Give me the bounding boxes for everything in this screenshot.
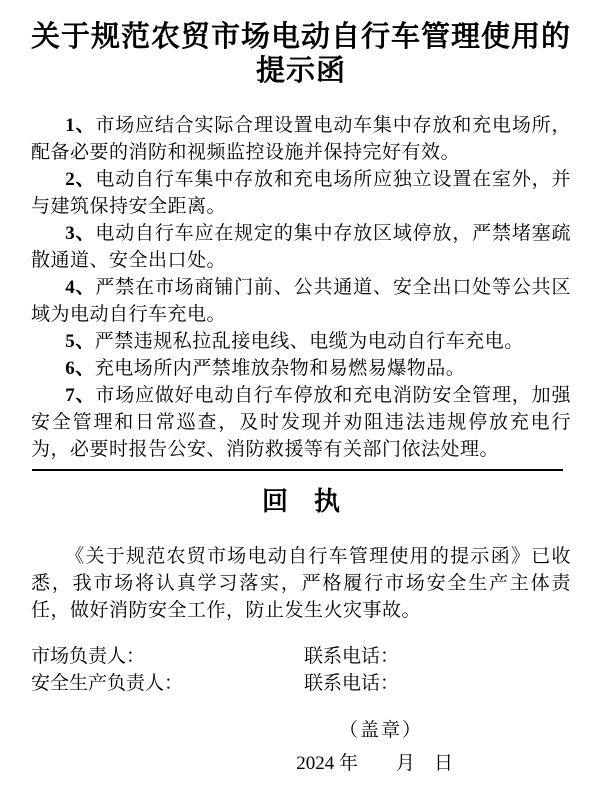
notice-item-2	[31, 166, 571, 220]
notice-item-4-text: 严禁在市场商铺门前、公共通道、安全出口处等公共区域为电动自行车充电。	[31, 277, 571, 325]
notice-item-3-text: 电动自行车应在规定的集中存放区域停放，严禁堵塞疏散通道、安全出口处。	[31, 223, 571, 271]
notice-item-5	[31, 328, 571, 355]
signature-row-safety-manager	[31, 670, 571, 697]
document-title	[31, 20, 571, 88]
notice-item-7	[31, 382, 571, 463]
receipt-paragraph: 《关于规范农贸市场电动自行车管理使用的提示函》已收悉，我市场将认真学习落实，严格履行市场安全生产主体责任，做好消防安全工作，防止发生火灾事故。	[31, 546, 571, 621]
stamp-line: （盖章）	[338, 720, 423, 741]
notice-item-5-text: 严禁违规私拉乱接电线、电缆为电动自行车充电。	[94, 331, 524, 352]
notice-item-3	[31, 220, 571, 274]
notice-item-7-number: 7、	[65, 385, 96, 406]
date-line: 2024 年 月 日	[296, 753, 453, 774]
notice-item-3-number: 3、	[65, 223, 96, 244]
notice-body	[31, 112, 571, 463]
notice-item-4	[31, 274, 571, 328]
safety-manager-phone-label: 联系电话：	[304, 673, 400, 694]
notice-item-1-number: 1、	[65, 115, 96, 136]
notice-item-5-number: 5、	[65, 331, 95, 352]
market-manager-phone-label: 联系电话：	[304, 646, 400, 667]
safety-manager-label: 安全生产负责人：	[31, 673, 184, 694]
document-title-line-1: 关于规范农贸市场电动自行车管理使用的	[31, 21, 572, 53]
notice-item-6-number: 6、	[65, 358, 95, 379]
notice-item-1	[31, 112, 571, 166]
notice-item-7-text: 市场应做好电动自行车停放和充电消防安全管理，加强安全管理和日常巡查，及时发现并劝阻违法违规停放充电行为，必要时报告公安、消防救援等有关部门依法处理。	[31, 385, 571, 460]
section-divider	[32, 469, 563, 471]
notice-item-6	[31, 355, 571, 382]
notice-item-6-text: 充电场所内严禁堆放杂物和易燃易爆物品。	[94, 358, 466, 379]
notice-item-2-text: 电动自行车集中存放和充电场所应独立设置在室外，并与建筑保持安全距离。	[31, 169, 571, 217]
receipt-heading: 回 执	[261, 487, 340, 516]
signature-row-market-manager	[31, 643, 571, 670]
notice-item-4-number: 4、	[65, 277, 96, 298]
document-title-line-2: 提示函	[255, 55, 346, 87]
signature-block	[31, 643, 571, 697]
market-manager-label: 市场负责人：	[31, 646, 146, 667]
notice-item-1-text: 市场应结合实际合理设置电动车集中存放和充电场所，配备必要的消防和视频监控设施并保持完好有效。	[31, 115, 571, 163]
notice-item-2-number: 2、	[65, 169, 96, 190]
